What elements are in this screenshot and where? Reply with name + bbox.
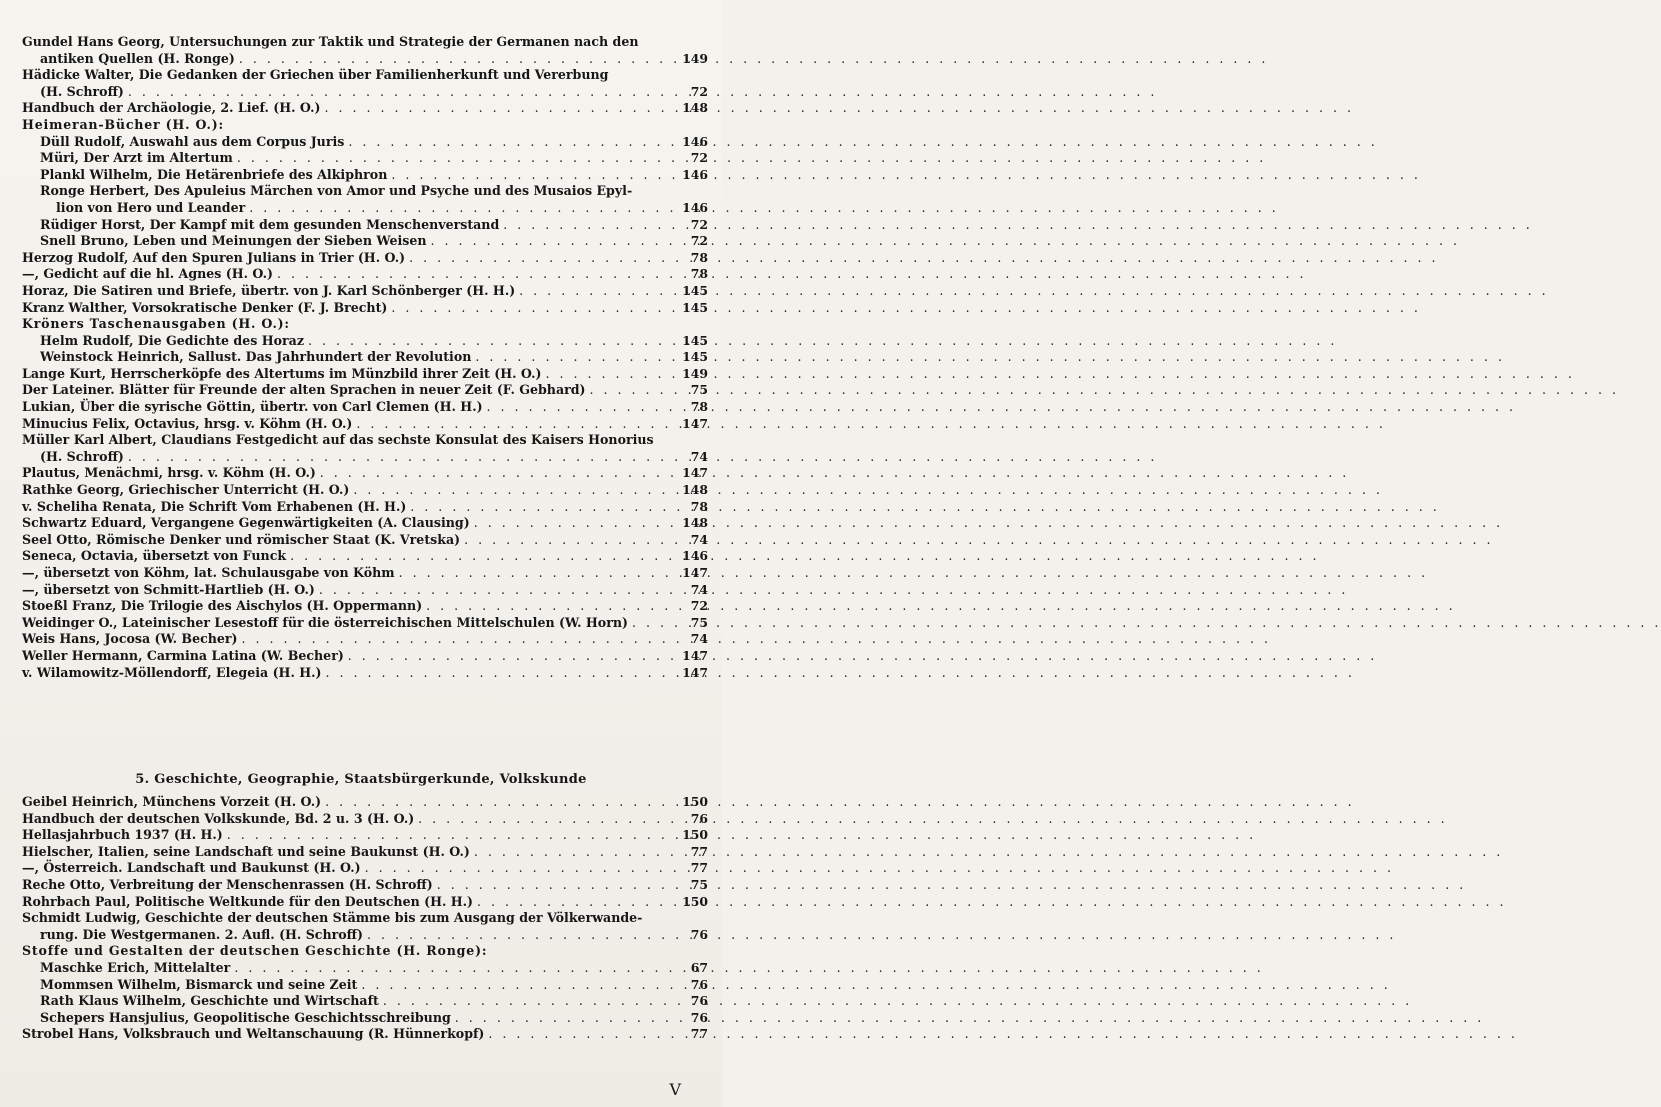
dot-leader: [249, 200, 662, 217]
page-ref: 76: [690, 976, 708, 992]
page-ref: 146: [682, 199, 708, 215]
index-entry: [0, 84, 722, 101]
page-ref: 78: [690, 249, 708, 265]
page-number: V: [669, 1080, 682, 1099]
dot-leader: [503, 217, 662, 234]
page-ref: 67: [690, 959, 708, 975]
entry-text: Helm Rudolf, Die Gedichte des Horaz: [40, 332, 304, 348]
entry-text: Lange Kurt, Herrscherköpfe des Altertums im Münzbild ihrer Zeit (H. O.): [22, 365, 542, 381]
index-list-section-4: [0, 34, 722, 681]
index-entry: [0, 794, 722, 811]
entry-text: Mommsen Wilhelm, Bismarck und seine Zeit: [40, 976, 358, 992]
dot-leader: [361, 977, 662, 994]
entry-text: Hellasjahrbuch 1937 (H. H.): [22, 827, 223, 843]
page-ref: 74: [690, 448, 708, 464]
entry-text: —, Gedicht auf die hl. Agnes (H. O.): [22, 266, 273, 282]
page-ref: 149: [682, 365, 708, 381]
page-ref: 145: [682, 282, 708, 298]
dot-leader: [383, 993, 662, 1010]
page-ref: 145: [682, 349, 708, 365]
dot-leader: [239, 51, 662, 68]
index-entry: [0, 943, 722, 960]
entry-text: Kranz Walther, Vorsokratische Denker (F. J. Brecht): [22, 299, 388, 315]
index-entry: [0, 465, 722, 482]
page-ref: 147: [682, 415, 708, 431]
index-entry: [0, 615, 722, 632]
dot-leader: [391, 300, 662, 317]
entry-text: antiken Quellen (H. Ronge): [40, 50, 235, 66]
index-entry: [0, 67, 722, 84]
dot-leader: [365, 860, 662, 877]
page-ref: 75: [690, 614, 708, 630]
entry-text: Gundel Hans Georg, Untersuchungen zur Taktik und Strategie der Germanen nach den: [22, 34, 639, 49]
page-ref: 77: [690, 1026, 708, 1042]
entry-text: Rathke Georg, Griechischer Unterricht (H. O.): [22, 482, 350, 498]
page-ref: 148: [682, 515, 708, 531]
page-ref: 76: [690, 926, 708, 942]
entry-text: —, Österreich. Landschaft und Baukunst (H. O.): [22, 860, 361, 876]
index-entry: [0, 482, 722, 499]
dot-leader: [277, 266, 662, 283]
entry-text: Seneca, Octavia, übersetzt von Funck: [22, 548, 287, 564]
entry-text: Reche Otto, Verbreitung der Menschenrassen (H. Schroff): [22, 876, 433, 892]
entry-text: Handbuch der deutschen Volkskunde, Bd. 2 u. 3 (H. O.): [22, 810, 415, 826]
entry-text: Ronge Herbert, Des Apuleius Märchen von Amor und Psyche und des Musaios Epyl-: [40, 183, 633, 199]
index-entry: [0, 167, 722, 184]
entry-text: —, übersetzt von Schmitt-Hartlieb (H. O.): [22, 581, 315, 597]
index-entry: [0, 366, 722, 383]
entry-text: Schmidt Ludwig, Geschichte der deutschen Stämme bis zum Ausgang der Völkerwande-: [22, 910, 643, 926]
index-entry: [0, 910, 722, 927]
index-entry: [0, 349, 722, 366]
page-ref: 76: [690, 993, 708, 1009]
entry-text: Hädicke Walter, Die Gedanken der Griechen über Familienherkunft und Vererbung: [22, 67, 609, 83]
entry-text: Snell Bruno, Leben und Meinungen der Sieben Weisen: [40, 233, 427, 249]
entry-text: Rath Klaus Wilhelm, Geschichte und Wirtschaft: [40, 993, 379, 1009]
page-ref: 147: [682, 647, 708, 663]
entry-text: Kröners Taschenausgaben (H. O.):: [22, 316, 290, 332]
index-entry: [0, 382, 722, 399]
entry-text: Weller Hermann, Carmina Latina (W. Becher): [22, 647, 344, 663]
page-ref: 78: [690, 498, 708, 514]
entry-text: Herzog Rudolf, Auf den Spuren Julians in Trier (H. O.): [22, 249, 406, 265]
dot-leader: [475, 349, 662, 366]
entry-text: Geibel Heinrich, Münchens Vorzeit (H. O.): [22, 794, 322, 809]
index-entry: [0, 811, 722, 828]
dot-leader: [308, 333, 662, 350]
entry-text: Schepers Hansjulius, Geopolitische Geschichtsschreibung: [40, 1009, 451, 1025]
dot-leader: [367, 927, 662, 944]
entry-text: Maschke Erich, Mittelalter: [40, 959, 231, 975]
index-entry: [0, 316, 722, 333]
index-entry: [0, 548, 722, 565]
index-entry: [0, 993, 722, 1010]
entry-text: Rohrbach Paul, Politische Weltkunde für den Deutschen (H. H.): [22, 893, 474, 909]
page-ref: 72: [690, 150, 708, 166]
entry-text: v. Scheliha Renata, Die Schrift Vom Erhabenen (H. H.): [22, 498, 407, 514]
index-entry: [0, 183, 722, 200]
page-ref: 77: [690, 860, 708, 876]
page-ref: 72: [690, 83, 708, 99]
page-ref: 146: [682, 548, 708, 564]
dot-leader: [325, 794, 662, 811]
page-ref: 146: [682, 166, 708, 182]
index-entry: [0, 927, 722, 944]
index-entry: [0, 266, 722, 283]
dot-leader: [431, 233, 662, 250]
entry-text: Weinstock Heinrich, Sallust. Das Jahrhundert der Revolution: [40, 349, 472, 365]
entry-text: Der Lateiner. Blätter für Freunde der alten Sprachen in neuer Zeit (F. Gebhard): [22, 382, 586, 398]
page-ref: 74: [690, 581, 708, 597]
index-entry: [0, 565, 722, 582]
page-ref: 72: [690, 233, 708, 249]
entry-text: (H. Schroff): [40, 448, 124, 464]
index-entry: [0, 233, 722, 250]
dot-leader: [409, 250, 662, 267]
index-entry: [0, 117, 722, 134]
index-entry: [0, 200, 722, 217]
entry-text: Minucius Felix, Octavius, hrsg. v. Köhm (H. O.): [22, 415, 353, 431]
index-entry: [0, 134, 722, 151]
dot-leader: [545, 366, 662, 383]
entry-text: —, übersetzt von Köhm, lat. Schulausgabe von Köhm: [22, 565, 395, 580]
dot-leader: [519, 283, 662, 300]
index-entry: [0, 100, 722, 117]
page-ref: 76: [690, 810, 708, 826]
dot-leader: [477, 894, 662, 911]
index-entry: [0, 150, 722, 167]
page-ref: 78: [690, 399, 708, 415]
dot-leader: [348, 134, 662, 151]
dot-leader: [128, 84, 662, 101]
dot-leader: [128, 449, 662, 466]
page-ref: 150: [682, 893, 708, 909]
index-entry: [0, 844, 722, 861]
dot-leader: [234, 960, 662, 977]
page-ref: 149: [682, 50, 708, 66]
index-entry: [0, 877, 722, 894]
page-ref: 75: [690, 382, 708, 398]
page-ref: 148: [682, 100, 708, 116]
page-ref: 78: [690, 266, 708, 282]
index-entry: [0, 598, 722, 615]
page-ref: 76: [690, 1009, 708, 1025]
index-entry: [0, 894, 722, 911]
page-ref: 77: [690, 843, 708, 859]
entry-text: lion von Hero und Leander: [56, 199, 246, 215]
entry-text: Lukian, Über die syrische Göttin, übertr. von Carl Clemen (H. H.): [22, 399, 483, 415]
page-ref: 145: [682, 299, 708, 315]
entry-text: Stoeßl Franz, Die Trilogie des Aischylos (H. Oppermann): [22, 598, 423, 614]
entry-text: Horaz, Die Satiren und Briefe, übertr. von J. Karl Schönberger (H. H.): [22, 282, 516, 298]
entry-text: Handbuch der Archäologie, 2. Lief. (H. O.): [22, 100, 321, 116]
entry-text: Schwartz Eduard, Vergangene Gegenwärtigkeiten (A. Clausing): [22, 515, 470, 531]
entry-text: rung. Die Westgermanen. 2. Aufl. (H. Schroff): [40, 926, 363, 942]
page-ref: 75: [690, 876, 708, 892]
index-entry: [0, 1010, 722, 1027]
dot-leader: [227, 827, 662, 844]
dot-leader: [320, 465, 662, 482]
entry-text: Hielscher, Italien, seine Landschaft und seine Baukunst (H. O.): [22, 843, 470, 859]
index-entry: [0, 1026, 722, 1043]
index-entry: [0, 416, 722, 433]
page-ref: 145: [682, 332, 708, 348]
dot-leader: [474, 844, 662, 861]
index-entry: [0, 960, 722, 977]
page-ref: 148: [682, 482, 708, 498]
entry-text: Rüdiger Horst, Der Kampf mit dem gesunden Menschenverstand: [40, 216, 500, 232]
index-entry: [0, 333, 722, 350]
dot-leader: [319, 582, 662, 599]
dot-leader: [325, 665, 662, 682]
dot-leader: [455, 1010, 662, 1027]
index-page: [0, 0, 722, 1107]
entry-text: Heimeran-Bücher (H. O.):: [22, 116, 224, 132]
index-entry: [0, 665, 722, 682]
page-ref: 146: [682, 133, 708, 149]
page-ref: 72: [690, 216, 708, 232]
index-entry: [0, 860, 722, 877]
entry-text: v. Wilamowitz-Möllendorff, Elegeia (H. H.): [22, 664, 322, 680]
dot-leader: [590, 382, 662, 399]
entry-text: Müller Karl Albert, Claudians Festgedicht auf das sechste Konsulat des Kaisers Honorius: [22, 432, 654, 448]
dot-leader: [410, 499, 662, 516]
entry-text: Weis Hans, Jocosa (W. Becher): [22, 631, 238, 647]
index-entry: [0, 283, 722, 300]
index-entry: [0, 515, 722, 532]
entry-text: (H. Schroff): [40, 83, 124, 99]
index-entry: [0, 499, 722, 516]
dot-leader: [237, 150, 662, 167]
dot-leader: [325, 100, 663, 117]
page-ref: 147: [682, 664, 708, 680]
dot-leader: [242, 631, 662, 648]
index-entry: [0, 217, 722, 234]
index-entry: [0, 51, 722, 68]
index-entry: [0, 432, 722, 449]
section-heading: 5. Geschichte, Geographie, Staatsbürgerkunde, Volkskunde: [135, 772, 587, 787]
index-entry: [0, 827, 722, 844]
entry-text: Müri, Der Arzt im Altertum: [40, 150, 233, 166]
page-ref: 150: [682, 794, 708, 809]
dot-leader: [437, 877, 662, 894]
dot-leader: [488, 1026, 662, 1043]
dot-leader: [426, 598, 662, 615]
dot-leader: [487, 399, 662, 416]
index-entry: [0, 532, 722, 549]
page-ref: 147: [682, 465, 708, 481]
entry-text: Plautus, Menächmi, hrsg. v. Köhm (H. O.): [22, 465, 316, 481]
index-entry: [0, 34, 722, 51]
dot-leader: [290, 548, 662, 565]
index-entry: [0, 300, 722, 317]
page-ref: 147: [682, 565, 708, 580]
dot-leader: [474, 515, 662, 532]
index-entry: [0, 399, 722, 416]
dot-leader: [391, 167, 662, 184]
entry-text: Stoffe und Gestalten der deutschen Geschichte (H. Ronge):: [22, 943, 488, 959]
index-entry: [0, 250, 722, 267]
page-ref: 150: [682, 827, 708, 843]
index-entry: [0, 648, 722, 665]
entry-text: Düll Rudolf, Auswahl aus dem Corpus Juris: [40, 133, 345, 149]
entry-text: Plankl Wilhelm, Die Hetärenbriefe des Alkiphron: [40, 166, 388, 182]
dot-leader: [464, 532, 662, 549]
dot-leader: [348, 648, 662, 665]
page-ref: 74: [690, 631, 708, 647]
entry-text: Strobel Hans, Volksbrauch und Weltanschauung (R. Hünnerkopf): [22, 1026, 485, 1042]
dot-leader: [353, 482, 662, 499]
dot-leader: [418, 811, 662, 828]
index-entry: [0, 977, 722, 994]
index-list-section-5: [0, 794, 722, 1043]
entry-text: Weidinger O., Lateinischer Lesestoff für die österreichischen Mittelschulen (W. Horn): [22, 614, 628, 630]
index-entry: [0, 582, 722, 599]
page-ref: 74: [690, 531, 708, 547]
index-entry: [0, 631, 722, 648]
dot-leader: [356, 416, 662, 433]
page-ref: 72: [690, 598, 708, 614]
dot-leader: [632, 615, 662, 632]
dot-leader: [399, 565, 662, 582]
entry-text: Seel Otto, Römische Denker und römischer Staat (K. Vretska): [22, 531, 461, 547]
index-entry: [0, 449, 722, 466]
